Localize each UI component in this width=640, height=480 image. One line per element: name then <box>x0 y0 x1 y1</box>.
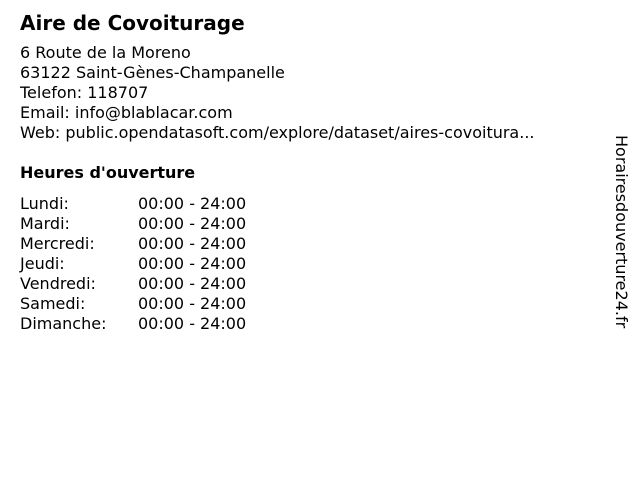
hours-row-tuesday <box>20 214 268 234</box>
web-line: Web: public.opendatasoft.com/explore/dataset/aires-covoitura... <box>20 123 535 142</box>
time-range: 00:00 - 24:00 <box>138 294 247 313</box>
time-range: 00:00 - 24:00 <box>138 314 247 333</box>
opening-hours-heading: Heures d'ouverture <box>20 163 196 182</box>
place-title: Aire de Covoiturage <box>20 11 245 35</box>
site-watermark: Horairesdouverture24.fr <box>612 135 631 329</box>
hours-row-sunday <box>20 314 268 334</box>
time-range: 00:00 - 24:00 <box>138 234 247 253</box>
day-label: Jeudi: <box>20 254 65 273</box>
time-range: 00:00 - 24:00 <box>138 254 247 273</box>
day-label: Mardi: <box>20 214 70 233</box>
address-city: 63122 Saint-Gènes-Champanelle <box>20 63 285 82</box>
phone-line: Telefon: 118707 <box>20 83 149 102</box>
time-range: 00:00 - 24:00 <box>138 214 247 233</box>
hours-row-friday <box>20 274 268 294</box>
time-range: 00:00 - 24:00 <box>138 194 247 213</box>
day-label: Lundi: <box>20 194 69 213</box>
email-line: Email: info@blablacar.com <box>20 103 233 122</box>
contact-info <box>20 43 535 143</box>
address-street: 6 Route de la Moreno <box>20 43 191 62</box>
day-label: Vendredi: <box>20 274 96 293</box>
hours-row-saturday <box>20 294 268 314</box>
day-label: Dimanche: <box>20 314 107 333</box>
hours-row-monday <box>20 194 268 214</box>
hours-row-thursday <box>20 254 268 274</box>
hours-row-wednesday <box>20 234 268 254</box>
day-label: Mercredi: <box>20 234 95 253</box>
day-label: Samedi: <box>20 294 86 313</box>
time-range: 00:00 - 24:00 <box>138 274 247 293</box>
opening-hours-table <box>20 194 268 334</box>
